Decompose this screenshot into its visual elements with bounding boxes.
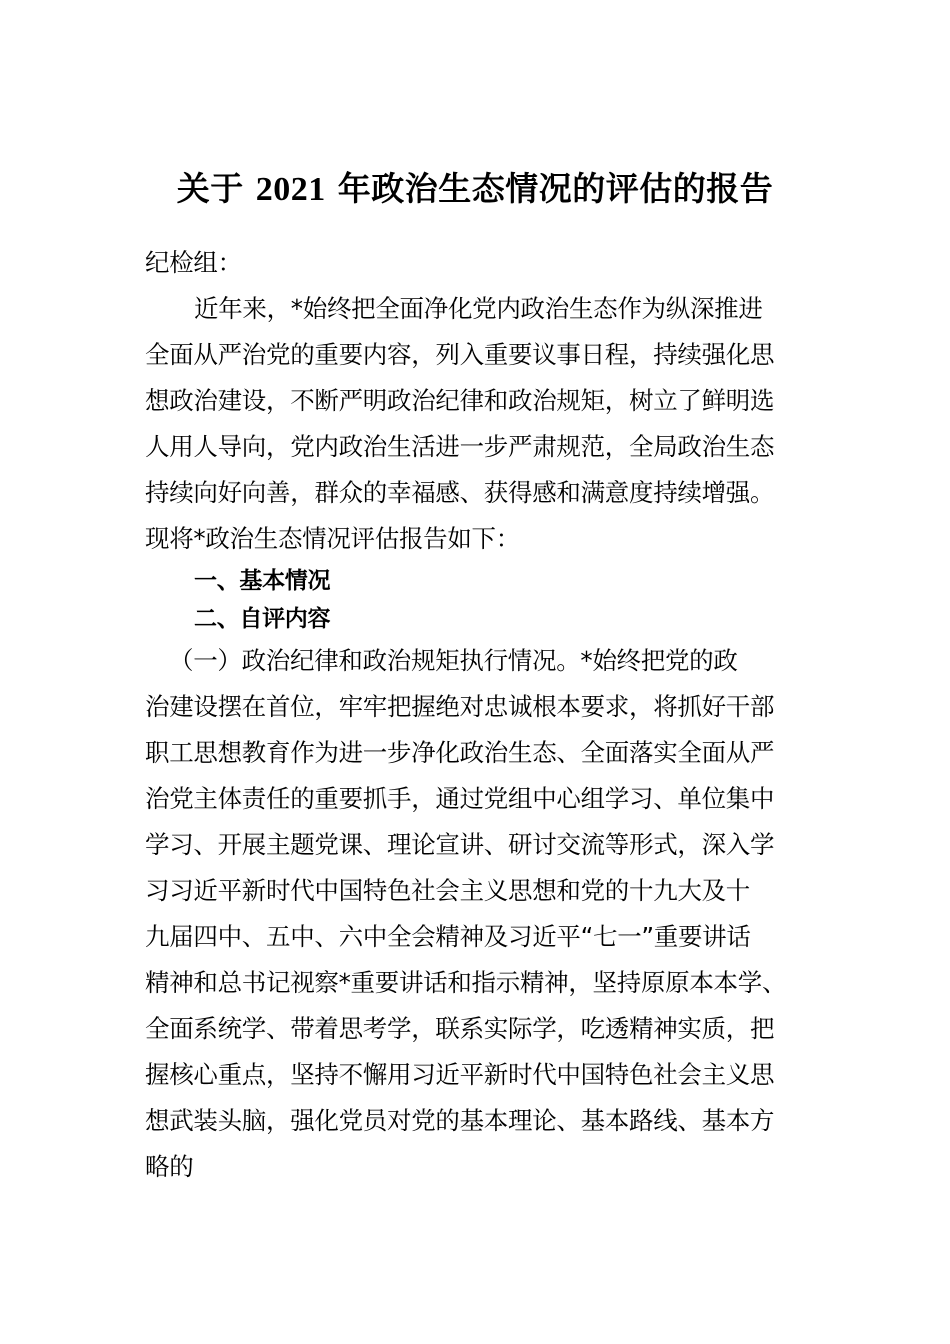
paragraph-line: 职工思想教育作为进一步净化政治生态、全面落实全面从严	[145, 738, 775, 767]
paragraph-line: 治建设摆在首位，牢牢把握绝对忠诚根本要求，将抓好干部	[145, 692, 775, 721]
section-heading-basic-situation: 一、基本情况	[194, 568, 331, 594]
paragraph-line: 学习、开展主题党课、理论宣讲、研讨交流等形式，深入学	[145, 830, 775, 859]
section-heading-self-assessment: 二、自评内容	[194, 606, 331, 632]
paragraph-line: 近年来，*始终把全面净化党内政治生态作为纵深推进	[194, 294, 763, 323]
salutation: 纪检组：	[145, 248, 242, 277]
paragraph-line: 精神和总书记视察*重要讲话和指示精神，坚持原原本本学、	[145, 968, 787, 997]
paragraph-line: 略的	[145, 1152, 194, 1181]
paragraph-line: 现将*政治生态情况评估报告如下：	[145, 524, 520, 553]
subsection-paragraph	[145, 638, 815, 1190]
paragraph-line: 想武装头脑，强化党员对党的基本理论、基本路线、基本方	[145, 1106, 775, 1135]
document-title	[0, 163, 950, 210]
paragraph-line: （一）政治纪律和政治规矩执行情况。*始终把党的政	[169, 646, 738, 675]
paragraph-line: 想政治建设，不断严明政治纪律和政治规矩，树立了鲜明选	[145, 386, 775, 415]
intro-paragraph	[145, 286, 815, 562]
paragraph-line: 持续向好向善，群众的幸福感、获得感和满意度持续增强。	[145, 478, 775, 507]
paragraph-line: 习习近平新时代中国特色社会主义思想和党的十九大及十	[145, 876, 750, 905]
title-year: 2021	[255, 171, 326, 208]
document-body	[145, 240, 815, 1190]
paragraph-line: 治党主体责任的重要抓手，通过党组中心组学习、单位集中	[145, 784, 775, 813]
title-prefix: 关于	[176, 169, 256, 208]
paragraph-line: 人用人导向，党内政治生活进一步严肃规范，全局政治生态	[145, 432, 775, 461]
paragraph-line: 全面从严治党的重要内容，列入重要议事日程，持续强化思	[145, 340, 775, 369]
paragraph-line: 握核心重点，坚持不懈用习近平新时代中国特色社会主义思	[145, 1060, 775, 1089]
paragraph-line: 九届四中、五中、六中全会精神及习近平“七一”重要讲话	[145, 922, 751, 951]
title-suffix: 年政治生态情况的评估的报告	[325, 169, 774, 208]
paragraph-line: 全面系统学、带着思考学，联系实际学，吃透精神实质，把	[145, 1014, 775, 1043]
